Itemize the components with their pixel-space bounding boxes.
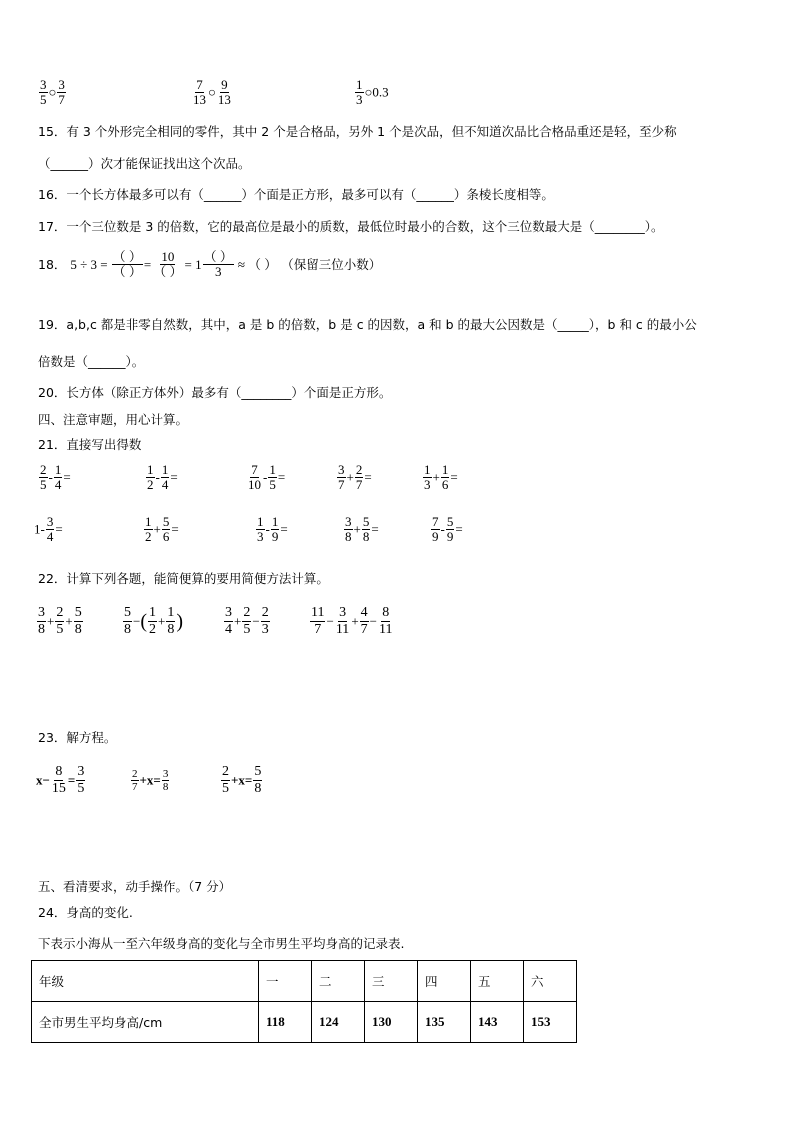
table-header-cell: 五 (471, 961, 524, 1002)
table-header-cell: 六 (524, 961, 577, 1002)
expression-3: $\frac{3}{4}$ + $\frac{2}{5}$ − $\frac{2}{3}$ (225, 605, 269, 637)
expression-4: $\frac{11}{7}$ − $\frac{3}{11}$ + $\frac{4}{7}$ − $\frac{8}{11}$ (311, 605, 393, 637)
calc-item: $\frac{1}{2}$ - $\frac{1}{4}$ = (147, 462, 178, 492)
question-19-line1: 19．a,b,c 都是非零自然数，其中，a 是 b 的倍数，b 是 c 的因数，a 和 b 的最大公因数是（_____），b 和 c 的最小公 (38, 317, 697, 332)
calc-item: $\frac{2}{5}$ - $\frac{1}{4}$ = (40, 462, 71, 492)
fraction: $\frac{3}{5}$ (40, 77, 47, 107)
table-row (32, 961, 577, 1002)
expression-1: $\frac{3}{8}$ + $\frac{2}{5}$ + $\frac{5}{8}$ (38, 605, 82, 637)
fraction: $\frac{3}{7}$ (58, 77, 65, 107)
question-18: 18． 5 ÷ 3 = $\frac{( )}{( )}$ = $\frac{10}{( )}$ = 1 $\frac{( )}{3}$ ≈ （ ） （保留三位小数） (38, 249, 382, 279)
height-record-table (31, 960, 577, 1043)
question-23-title: 23．解方程。 (38, 730, 117, 745)
compare-item: $\frac{1}{3}$ ○0.3 (356, 77, 389, 107)
calc-item: 1- $\frac{3}{4}$ = (34, 514, 63, 544)
table-cell: 全市男生平均身高/cm (32, 1002, 259, 1043)
section-4-title: 四、注意审题，用心计算。 (38, 412, 189, 427)
question-20: 20．长方体（除正方体外）最多有（________）个面是正方形。 (38, 385, 392, 400)
compare-row: $\frac{3}{5}$ ○ $\frac{3}{7}$ (40, 77, 65, 107)
question-19-line2: 倍数是（______）。 (38, 354, 145, 369)
equation-2: $\frac{2}{7}$ +x= $\frac{3}{8}$ (132, 768, 169, 793)
table-cell: 153 (524, 1002, 577, 1043)
expression-2: $\frac{5}{8}$ −( $\frac{1}{2}$ + $\frac{1}{8}$ ) (124, 605, 184, 637)
compare-item: $\frac{7}{13}$ ○ $\frac{9}{13}$ (193, 77, 231, 107)
equation-1: x− $\frac{8}{15}$ = $\frac{3}{5}$ (36, 764, 85, 796)
calc-item: $\frac{1}{3}$ + $\frac{1}{6}$ = (424, 462, 458, 492)
table-header-cell: 年级 (32, 961, 259, 1002)
table-header-cell: 二 (312, 961, 365, 1002)
table-cell: 130 (365, 1002, 418, 1043)
table-row (32, 1002, 577, 1043)
section-5-title: 五、看清要求，动手操作。（7 分） (38, 879, 232, 894)
question-24-desc: 下表示小海从一至六年级身高的变化与全市男生平均身高的记录表. (38, 936, 405, 951)
table-cell: 143 (471, 1002, 524, 1043)
table-header-cell: 四 (418, 961, 471, 1002)
calc-item: $\frac{1}{2}$ + $\frac{5}{6}$ = (145, 514, 179, 544)
calc-item: $\frac{3}{8}$ + $\frac{5}{8}$ = (345, 514, 379, 544)
table-cell: 135 (418, 1002, 471, 1043)
table-header-cell: 三 (365, 961, 418, 1002)
question-15-line2: （______）次才能保证找出这个次品。 (38, 156, 251, 171)
table-header-cell: 一 (259, 961, 312, 1002)
table-cell: 118 (259, 1002, 312, 1043)
calc-item: $\frac{7}{10}$ - $\frac{1}{5}$ = (248, 462, 286, 492)
question-16: 16．一个长方体最多可以有（______）个面是正方形，最多可以有（______）条棱长度相等。 (38, 187, 554, 202)
question-15-line1: 15．有 3 个外形完全相同的零件，其中 2 个是合格品，另外 1 个是次品，但不知道次品比合格品重还是轻，至少称 (38, 124, 677, 139)
equation-3: $\frac{2}{5}$ +x= $\frac{5}{8}$ (222, 764, 262, 796)
table-cell: 124 (312, 1002, 365, 1043)
question-24-title: 24．身高的变化. (38, 905, 133, 920)
question-21-title: 21．直接写出得数 (38, 437, 142, 452)
question-22-title: 22．计算下列各题，能简便算的要用简便方法计算。 (38, 571, 329, 586)
calc-item: $\frac{1}{3}$ - $\frac{1}{9}$ = (257, 514, 288, 544)
calc-item: $\frac{7}{9}$ - $\frac{5}{9}$ = (432, 514, 463, 544)
question-17: 17．一个三位数是 3 的倍数，它的最高位是最小的质数，最低位时最小的合数，这个三位数最大是（________）。 (38, 219, 664, 234)
calc-item: $\frac{3}{7}$ + $\frac{2}{7}$ = (338, 462, 372, 492)
